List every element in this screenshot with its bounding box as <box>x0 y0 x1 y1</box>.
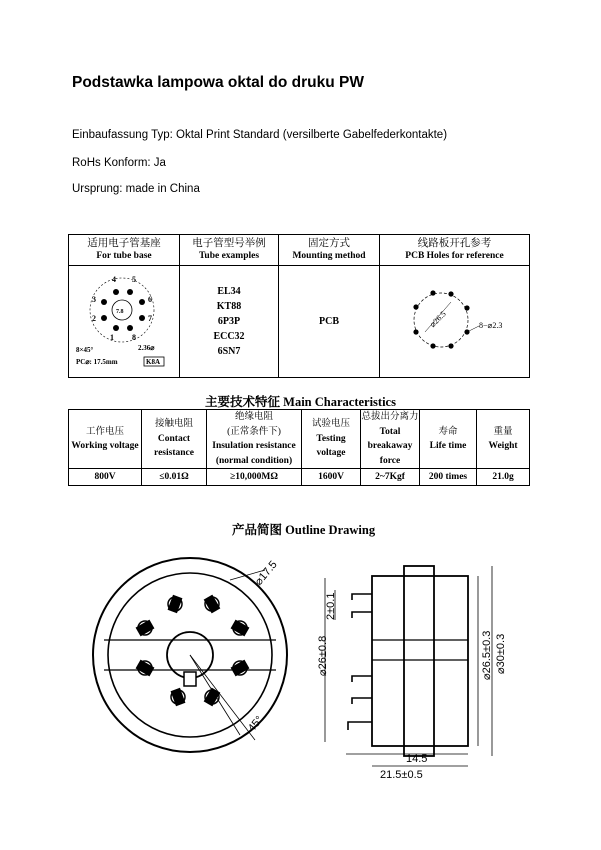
char-value: 800V <box>69 469 142 486</box>
tube-example: EL34 <box>217 286 241 297</box>
origin-line: Ursprung: made in China <box>72 183 200 195</box>
text: 线路板开孔参考 <box>417 238 492 249</box>
pin-label: 5 <box>132 275 136 284</box>
dim-outer: ⌀30±0.3 <box>495 633 507 674</box>
text: 产品简图 <box>232 523 283 537</box>
dim-total: 21.5±0.5 <box>380 769 423 781</box>
text: Working voltage <box>71 441 139 452</box>
text: Tube examples <box>198 251 260 261</box>
pin-label: 2 <box>92 314 96 323</box>
circle-label: ⌀26.5 <box>427 309 448 330</box>
text: Testing voltage <box>316 433 346 459</box>
tube-example: KT88 <box>216 301 242 312</box>
side-pins <box>348 594 372 730</box>
chamfer-label: 8×45° <box>76 346 94 354</box>
char-value: 200 times <box>420 469 477 486</box>
text: 接触电阻 <box>154 419 193 430</box>
dim-flange: ⌀26.5±0.3 <box>481 630 493 680</box>
text: 主要技术特征 <box>205 395 281 409</box>
pin-label: 3 <box>92 295 96 304</box>
text: Weight <box>488 441 518 452</box>
dim-angle: 45° <box>245 713 266 735</box>
text: (normal condition) <box>215 455 293 466</box>
dim-width: 14.5 <box>406 753 428 765</box>
pin-label: 4 <box>112 275 116 284</box>
side-view <box>325 566 492 766</box>
text: Insulation resistance <box>212 441 296 452</box>
pin-label: 6 <box>148 295 152 304</box>
text: 工作电压 <box>85 426 124 437</box>
char-value: ≤0.01Ω <box>142 469 207 486</box>
holes-label: 8−⌀2.3 <box>478 321 502 330</box>
center-label: 7.8 <box>116 309 124 315</box>
text: Total breakaway force <box>367 426 413 466</box>
pin-label: 1 <box>110 333 114 342</box>
code-label: K8A <box>146 358 160 366</box>
text: For tube base <box>96 251 152 261</box>
tube-example: ECC32 <box>213 331 245 342</box>
dim-pin-len: 2±0.1 <box>325 592 337 620</box>
text: 绝缘电阻 <box>234 412 273 422</box>
text: 寿命 <box>438 426 458 437</box>
pin-label: 8 <box>132 333 136 342</box>
pcd-label: PC⌀: 17.5mm <box>76 358 118 366</box>
char-value: 1600V <box>302 469 361 486</box>
text: PCB Holes for reference <box>405 251 504 261</box>
pin-label: 7 <box>148 314 152 323</box>
tube-example: 6SN7 <box>217 346 241 357</box>
type-line: Einbaufassung Typ: Oktal Print Standard (versilberte Gabelfederkontakte) <box>72 129 448 141</box>
char-value: 2~7Kgf <box>361 469 420 486</box>
text: 总拔出分离力 <box>361 412 419 422</box>
text: Outline Drawing <box>285 523 376 537</box>
text: PCB <box>319 316 339 327</box>
text: 试验电压 <box>311 419 350 430</box>
char-value: 21.0g <box>477 469 530 486</box>
text: Mounting method <box>292 251 366 261</box>
dim-body-dia: ⌀26±0.8 <box>317 635 329 676</box>
text: Main Characteristics <box>283 395 396 409</box>
tube-example: 6P3P <box>217 316 241 327</box>
page-title: Podstawka lampowa oktal do druku PW <box>72 74 364 91</box>
text: 固定方式 <box>308 238 350 249</box>
dim-pcd: ⌀17.5 <box>252 558 280 588</box>
text: 电子管型号举例 <box>192 238 266 249</box>
text: 适用电子管基座 <box>87 238 161 249</box>
text: (正常条件下) <box>227 426 281 437</box>
dim-label: 2.36⌀ <box>138 344 155 352</box>
text: Life time <box>429 441 467 452</box>
socket-pins <box>138 597 247 704</box>
text: Contact resistance <box>154 433 194 459</box>
char-value: ≥10,000MΩ <box>207 469 302 486</box>
text: 重量 <box>493 426 513 437</box>
rohs-line: RoHs Konform: Ja <box>72 157 166 169</box>
